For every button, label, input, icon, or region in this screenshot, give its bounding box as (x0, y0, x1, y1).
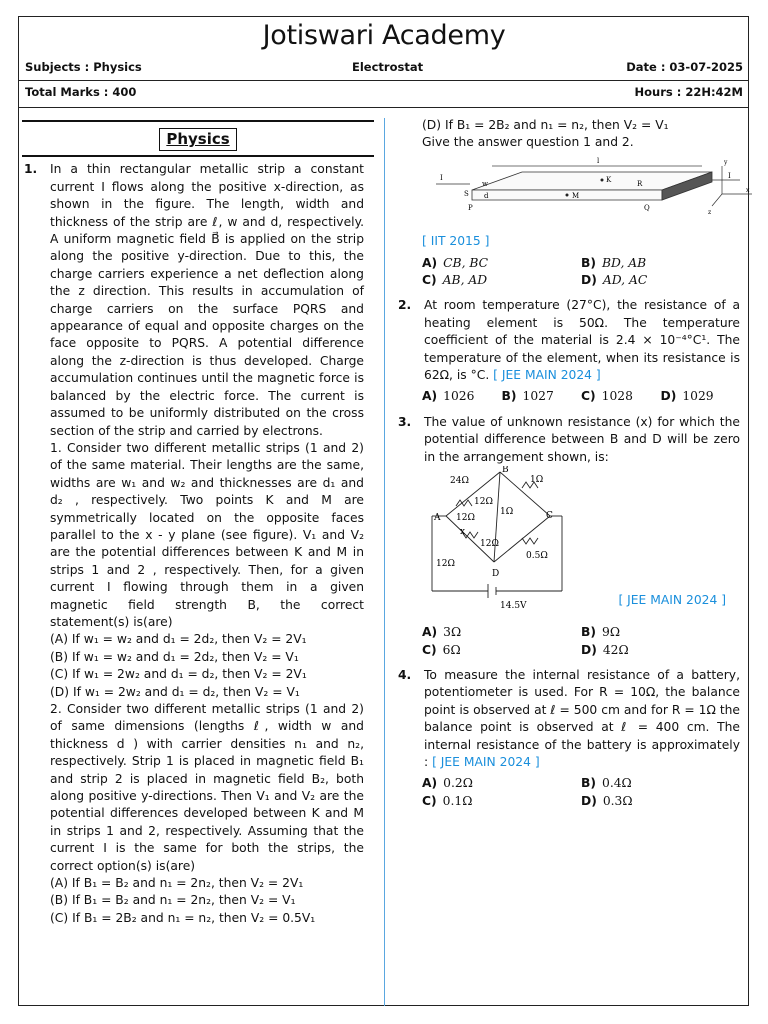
subjects-label: Subjects : Physics (25, 60, 142, 74)
metallic-strip-diagram (422, 154, 752, 224)
strip-label-l: l (597, 156, 600, 165)
q1-option-c: C) AB, AD (422, 273, 488, 288)
axis-label-x: x (746, 186, 750, 194)
circuit-label-x: x (460, 527, 466, 538)
question-1-intro: In a thin rectangular metallic strip a constant current I flows along the positive x-direction, as shown in the figure. The length, width and thickness of the strip are ℓ, w and d, respectively. A uniform magnetic field B⃗ is applied on the strip along the positive y-direction. Due to this, the charge carriers experience a net deflection along the z direction. This results in accumulation of charge carriers on the surface PQRS and appearance of equal and opposite charges on the face opposite to PQRS. A potential difference along the z-direction is thus developed. Charge accumulation continues until the magnetic force is balanced by the electric force. The current is assumed to be uniformly distributed on the cross section of the strip and carried by electrons. (50, 162, 364, 438)
circuit-node-b: B (502, 466, 509, 476)
q4-options (422, 775, 740, 810)
axis-label-z: z (708, 208, 712, 216)
strip-label-m: M (572, 191, 580, 200)
strip-label-w: w (482, 179, 488, 188)
left-column (24, 120, 364, 927)
question-number: 4. (398, 667, 412, 682)
q3-options (422, 624, 740, 659)
sub1-option-b: (B) If w₁ = w₂ and d₁ = 2d₂, then V₂ = V₁ (50, 649, 299, 664)
strip-label-k: K (606, 175, 612, 184)
sub1-option-c: (C) If w₁ = 2w₂ and d₁ = d₂, then V₂ = 2V₁ (50, 667, 307, 682)
sub1-option-d: (D) If w₁ = 2w₂ and d₁ = d₂, then V₂ = V₁ (50, 684, 300, 699)
q2-option-c: C) 1028 (581, 389, 633, 404)
date-label: Date : 03-07-2025 (626, 60, 743, 74)
question-1-ask: Give the answer question 1 and 2. (422, 135, 634, 150)
circuit-label-12ohm-left: 12Ω (436, 559, 455, 570)
circuit-figure (422, 466, 740, 616)
q1-options (422, 255, 740, 290)
question-4-text: To measure the internal resistance of a battery, potentiometer is used. For R = 10Ω, the balance point is observed at ℓ = 500 cm and for R = 1Ω the balance point is observed at ℓ = 400 cm. The internal resistance of the battery is approximately : [ JEE MAIN 2024 ] (424, 667, 740, 769)
battery-label: 14.5V (500, 601, 527, 612)
question-number: 2. (398, 298, 412, 313)
question-2 (398, 297, 740, 384)
strip-label-p: P (468, 203, 473, 212)
column-divider (384, 118, 385, 1006)
q4-source-tag: [ JEE MAIN 2024 ] (432, 754, 540, 769)
strip-label-q: Q (644, 203, 650, 212)
q1-option-d: D) AD, AC (581, 273, 648, 288)
q1-source-tag: [ IIT 2015 ] (422, 234, 490, 249)
q2-option-d: D) 1029 (660, 389, 714, 404)
header-divider (18, 80, 749, 81)
section-header (22, 120, 374, 157)
circuit-node-a: A (434, 513, 441, 524)
circuit-node-d: D (492, 569, 500, 580)
sub1-option-a: (A) If w₁ = w₂ and d₁ = 2d₂, then V₂ = 2V₁ (50, 632, 307, 647)
strip-label-d: d (484, 191, 489, 200)
question-3-text: The value of unknown resistance (x) for which the potential difference between B and D will be zero in the arrangement shown, is: (424, 414, 740, 464)
q4-option-b: B) 0.4Ω (581, 776, 632, 791)
q3-option-a: A) 3Ω (422, 625, 462, 640)
q2-options (422, 388, 740, 405)
q2-option-b: B) 1027 (501, 389, 554, 404)
q2-source-tag: [ JEE MAIN 2024 ] (493, 368, 601, 383)
circuit-label-12ohm-lower: 12Ω (480, 539, 499, 550)
question-number: 1. (24, 162, 38, 177)
hours-label: Hours : 22H:42M (634, 85, 743, 99)
q3-source-tag: [ JEE MAIN 2024 ] (618, 593, 726, 608)
circuit-label-05ohm: 0.5Ω (526, 551, 548, 562)
circuit-label-24ohm: 24Ω (450, 476, 469, 487)
question-4 (398, 667, 740, 771)
axis-label-y: y (724, 158, 728, 166)
strip-figure (422, 154, 750, 229)
sub2-option-a: (A) If B₁ = B₂ and n₁ = 2n₂, then V₂ = 2V₁ (50, 876, 304, 891)
strip-label-i-right: I (728, 171, 731, 180)
header-divider-2 (18, 107, 749, 108)
sub2-option-d: (D) If B₁ = 2B₂ and n₁ = n₂, then V₂ = V₁ (422, 118, 669, 132)
question-1 (24, 161, 364, 440)
circuit-label-12ohm-a: 12Ω (456, 513, 475, 524)
q3-option-b: B) 9Ω (581, 625, 621, 640)
question-1-sub1: 1. Consider two different metallic strips (1 and 2) of the same material. Their lengths are the same, widths are w₁ and w₂ and thicknesses are d₁ and d₂ , respectively. Two points K and M are symmetrically located on the opposite faces parallel to the x - y plane (see figure). V₁ and V₂ are the potential differences between K and M in strips 1 and 2 , respectively. Then, for a given current I flowing through them in a given magnetic field strength B, the correct statement(s) is(are) (50, 440, 364, 629)
right-column (398, 117, 750, 810)
page-title: Jotiswari Academy (262, 20, 506, 51)
strip-label-i-left: I (440, 173, 443, 182)
q4-option-a: A) 0.2Ω (422, 776, 473, 791)
question-2-text: At room temperature (27°C), the resistance of a heating element is 50Ω. The temperature coefficient of the material is 2.4 × 10⁻⁴°C¹. The temperature of the element, when its resistance is 62Ω, is °C. [ JEE MAIN 2024 ] (424, 298, 740, 383)
question-3 (398, 414, 740, 466)
strip-label-s: S (464, 189, 469, 198)
section-title: Physics (159, 128, 236, 151)
question-number: 3. (398, 414, 412, 429)
sub2-option-b: (B) If B₁ = B₂ and n₁ = 2n₂, then V₂ = V₁ (50, 893, 296, 908)
total-marks-label: Total Marks : 400 (25, 85, 137, 99)
q3-option-d: D) 42Ω (581, 642, 629, 657)
circuit-label-12ohm-upper: 12Ω (474, 497, 493, 508)
q4-option-d: D) 0.3Ω (581, 793, 633, 808)
chapter-label: Electrostat (352, 60, 424, 74)
circuit-label-1ohm-mid: 1Ω (500, 507, 514, 518)
q2-option-a: A) 1026 (422, 389, 475, 404)
q1-option-b: B) BD, AB (581, 255, 647, 270)
circuit-node-c: C (546, 511, 553, 522)
sub2-option-c: (C) If B₁ = 2B₂ and n₁ = n₂, then V₂ = 0.5V₁ (50, 910, 316, 925)
q3-option-c: C) 6Ω (422, 642, 461, 657)
question-1-sub2: 2. Consider two different metallic strips (1 and 2) of same dimensions (lengths ℓ, width w and thickness d ) with carrier densities n₁ and n₂, respectively. Strip 1 is placed in magnetic field B₁ and strip 2 is placed in magnetic field B₂, both along positive y-directions. Then V₁ and V₂ are the potential differences developed between K and M in strips 1 and 2, respectively. Assuming that the current I is the same for both the strips, the correct option(s) is(are) (50, 702, 364, 873)
wheatstone-circuit-diagram (422, 466, 572, 616)
q1-option-a: A) CB, BC (422, 255, 489, 270)
strip-label-r: R (637, 179, 643, 188)
circuit-label-1ohm-top: 1Ω (530, 475, 544, 486)
q4-option-c: C) 0.1Ω (422, 793, 473, 808)
